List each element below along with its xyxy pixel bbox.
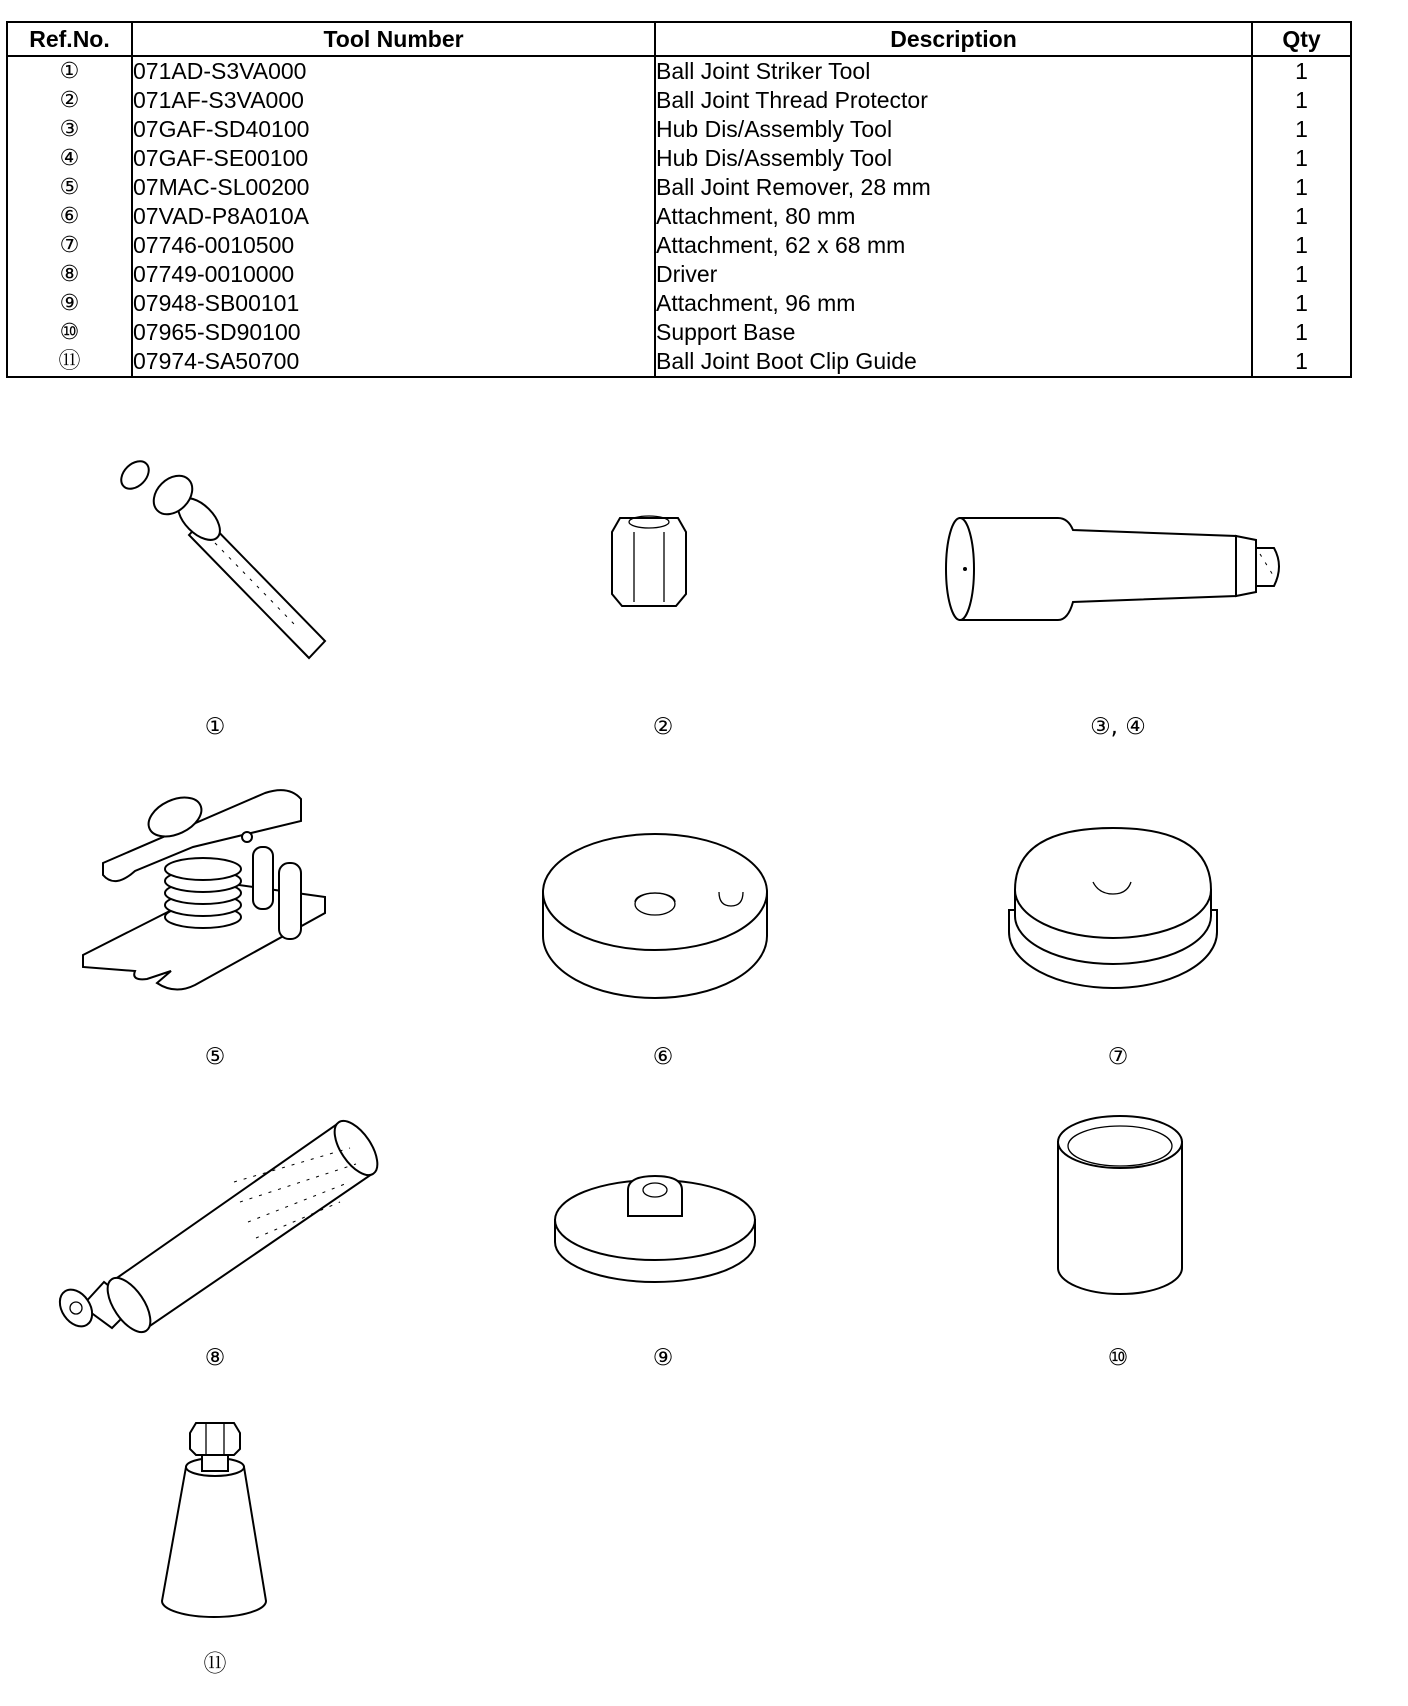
- tool-number-cell: 07MAC-SL00200: [132, 173, 655, 202]
- qty-cell: 1: [1252, 144, 1351, 173]
- table-row: [7, 231, 1351, 260]
- ref-no-cell: ⑨: [7, 289, 132, 318]
- hub-tool-thread-tip: [1256, 548, 1279, 586]
- figure-caption-11: ⑪: [203, 1651, 227, 1677]
- description-cell: Ball Joint Striker Tool: [655, 56, 1252, 86]
- attachment-80-top: [543, 834, 767, 950]
- driver-drawing: [50, 1110, 380, 1330]
- table-header-row: [7, 22, 1351, 56]
- tool-number-cell: 071AF-S3VA000: [132, 86, 655, 115]
- tool-number-cell: 07746-0010500: [132, 231, 655, 260]
- attachment-96mm-drawing: [550, 1160, 760, 1290]
- ball-joint-striker-drawing: [95, 455, 335, 655]
- boot-clip-guide-drawing: [150, 1415, 280, 1625]
- description-cell: Ball Joint Boot Clip Guide: [655, 347, 1252, 377]
- clip-guide-svg: [150, 1415, 280, 1625]
- qty-cell: 1: [1252, 56, 1351, 86]
- hub-tool-center-mark: [963, 567, 967, 571]
- attachment-80mm-drawing: [535, 830, 775, 1010]
- qty-cell: 1: [1252, 260, 1351, 289]
- ref-no-cell: ①: [7, 56, 132, 86]
- description-cell: Hub Dis/Assembly Tool: [655, 115, 1252, 144]
- description-cell: Support Base: [655, 318, 1252, 347]
- table-row: [7, 56, 1351, 86]
- description-cell: Attachment, 62 x 68 mm: [655, 231, 1252, 260]
- qty-cell: 1: [1252, 86, 1351, 115]
- qty-cell: 1: [1252, 231, 1351, 260]
- qty-cell: 1: [1252, 115, 1351, 144]
- figure-caption-3-4: ③, ④: [1090, 714, 1146, 740]
- tool-number-cell: 07GAF-SE00100: [132, 144, 655, 173]
- hub-tool-collar: [1236, 536, 1256, 596]
- table-row: [7, 144, 1351, 173]
- tool-number-cell: 07965-SD90100: [132, 318, 655, 347]
- description-cell: Attachment, 96 mm: [655, 289, 1252, 318]
- figure-caption-6: ⑥: [652, 1044, 674, 1070]
- thread-protector-drawing: [600, 510, 710, 610]
- table-row: [7, 318, 1351, 347]
- driver-body: [114, 1122, 372, 1330]
- tool-number-cell: 07948-SB00101: [132, 289, 655, 318]
- ref-no-cell: ④: [7, 144, 132, 173]
- qty-cell: 1: [1252, 289, 1351, 318]
- table-row: [7, 86, 1351, 115]
- clip-guide-cone: [162, 1467, 266, 1617]
- description-cell: Ball Joint Remover, 28 mm: [655, 173, 1252, 202]
- hub-tool-svg: [940, 510, 1300, 630]
- table-row: [7, 173, 1351, 202]
- protector-svg: [600, 510, 710, 610]
- remover-post-front: [279, 863, 301, 939]
- hub-tool-face: [946, 518, 974, 620]
- description-cell: Attachment, 80 mm: [655, 202, 1252, 231]
- description-cell: Ball Joint Thread Protector: [655, 86, 1252, 115]
- description-cell: Driver: [655, 260, 1252, 289]
- table-row: [7, 202, 1351, 231]
- description-cell: Hub Dis/Assembly Tool: [655, 144, 1252, 173]
- attachment-62-svg: [995, 820, 1235, 1010]
- remover-svg: [75, 785, 345, 1005]
- remover-pivot: [242, 832, 252, 842]
- ref-no-cell: ⑧: [7, 260, 132, 289]
- tool-number-cell: 07GAF-SD40100: [132, 115, 655, 144]
- qty-cell: 1: [1252, 347, 1351, 377]
- ref-no-cell: ⑥: [7, 202, 132, 231]
- figure-caption-8: ⑧: [204, 1345, 226, 1371]
- figure-caption-9: ⑨: [652, 1345, 674, 1371]
- ball-joint-remover-drawing: [75, 785, 345, 1005]
- qty-cell: 1: [1252, 202, 1351, 231]
- header-qty: Qty: [1252, 22, 1351, 56]
- tool-number-cell: 071AD-S3VA000: [132, 56, 655, 86]
- ref-no-cell: ⑩: [7, 318, 132, 347]
- special-tools-table: [6, 21, 1352, 378]
- table-row: [7, 289, 1351, 318]
- ref-no-cell: ③: [7, 115, 132, 144]
- table-row: [7, 260, 1351, 289]
- support-base-top: [1058, 1116, 1182, 1168]
- attachment-80-svg: [535, 830, 775, 1010]
- clip-guide-hex-head: [190, 1423, 240, 1455]
- protector-body: [612, 518, 686, 606]
- remover-spring: [165, 858, 241, 928]
- hub-dis-assembly-tool-drawing: [940, 510, 1300, 630]
- figure-caption-10: ⑩: [1107, 1345, 1129, 1371]
- header-ref-no: Ref.No.: [7, 22, 132, 56]
- figure-caption-1: ①: [204, 714, 226, 740]
- qty-cell: 1: [1252, 318, 1351, 347]
- tool-number-cell: 07749-0010000: [132, 260, 655, 289]
- header-description: Description: [655, 22, 1252, 56]
- qty-cell: 1: [1252, 173, 1351, 202]
- attachment-96-svg: [550, 1160, 760, 1290]
- header-tool-number: Tool Number: [132, 22, 655, 56]
- ref-no-cell: ⑤: [7, 173, 132, 202]
- tool-number-cell: 07VAD-P8A010A: [132, 202, 655, 231]
- ref-no-cell: ⑪: [7, 347, 132, 377]
- driver-svg: [50, 1110, 380, 1330]
- figure-caption-7: ⑦: [1107, 1044, 1129, 1070]
- attachment-62-dome: [1015, 828, 1211, 938]
- attachment-62x68mm-drawing: [995, 820, 1235, 1010]
- table-row: [7, 115, 1351, 144]
- striker-svg: [95, 455, 335, 655]
- ref-no-cell: ⑦: [7, 231, 132, 260]
- support-base-svg: [1050, 1110, 1190, 1310]
- table-row: [7, 347, 1351, 377]
- figure-caption-2: ②: [652, 714, 674, 740]
- hub-tool-body: [960, 518, 1236, 620]
- tool-number-cell: 07974-SA50700: [132, 347, 655, 377]
- figure-caption-5: ⑤: [204, 1044, 226, 1070]
- driver-tip-face: [53, 1284, 99, 1333]
- striker-end: [116, 456, 154, 494]
- ref-no-cell: ②: [7, 86, 132, 115]
- remover-post-rear: [253, 847, 273, 909]
- support-base-drawing: [1050, 1110, 1190, 1310]
- attachment-96-boss: [628, 1176, 682, 1216]
